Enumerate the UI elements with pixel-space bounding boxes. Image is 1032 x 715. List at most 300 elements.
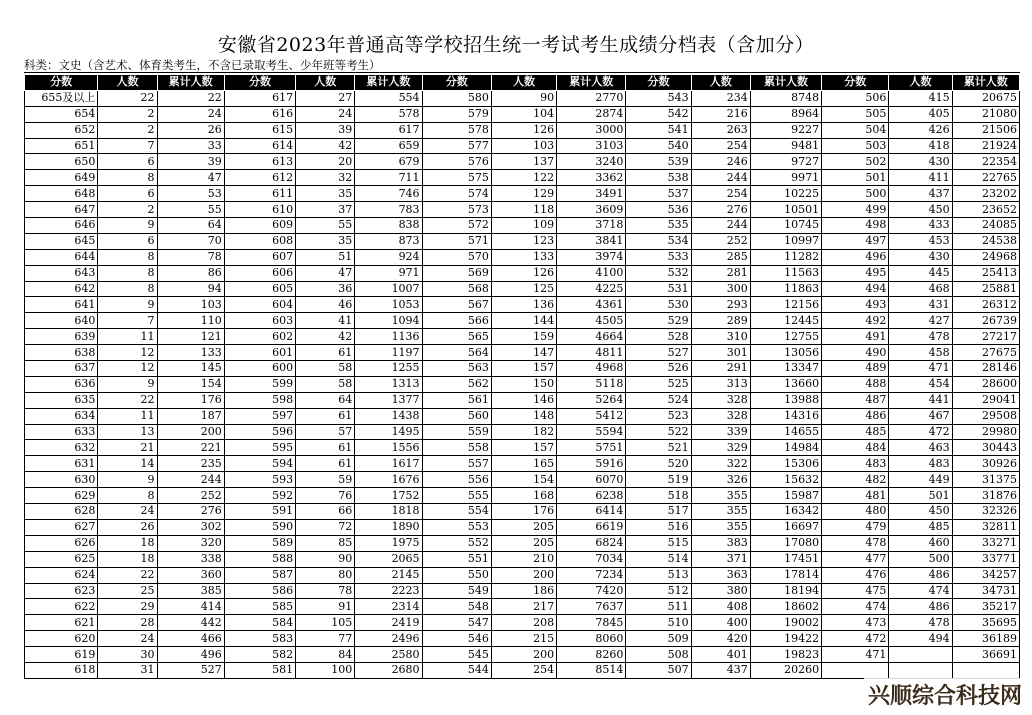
table-cell: 711 — [355, 170, 422, 186]
table-cell: 168 — [491, 488, 556, 504]
table-cell: 385 — [157, 583, 224, 599]
table-cell: 18 — [98, 535, 157, 551]
table-cell: 488 — [822, 376, 889, 392]
table-cell: 1556 — [355, 440, 422, 456]
table-cell: 1975 — [355, 535, 422, 551]
table-cell: 154 — [491, 472, 556, 488]
table-cell: 543 — [626, 90, 691, 106]
table-cell: 15632 — [750, 472, 821, 488]
table-cell: 647 — [25, 202, 98, 218]
table-cell: 23652 — [952, 202, 1019, 218]
table-cell: 21924 — [952, 138, 1019, 154]
table-cell: 157 — [491, 440, 556, 456]
table-cell: 26 — [157, 122, 224, 138]
table-cell: 291 — [691, 361, 750, 377]
table-cell: 100 — [296, 662, 355, 678]
table-cell: 527 — [626, 345, 691, 361]
table-cell: 414 — [157, 599, 224, 615]
table-cell: 474 — [822, 599, 889, 615]
table-row — [25, 329, 1020, 345]
table-cell: 517 — [626, 504, 691, 520]
table-cell: 15306 — [750, 456, 821, 472]
table-cell: 360 — [157, 567, 224, 583]
table-row — [25, 233, 1020, 249]
table-cell: 136 — [491, 297, 556, 313]
table-cell: 355 — [691, 504, 750, 520]
table-cell: 474 — [889, 583, 952, 599]
table-cell: 25 — [98, 583, 157, 599]
table-cell: 8514 — [557, 662, 626, 678]
table-cell — [822, 662, 889, 678]
table-cell: 200 — [157, 424, 224, 440]
table-cell: 64 — [296, 392, 355, 408]
table-cell: 494 — [889, 631, 952, 647]
table-cell: 58 — [296, 376, 355, 392]
table-cell: 580 — [422, 90, 491, 106]
table-cell: 547 — [422, 615, 491, 631]
table-cell: 430 — [889, 249, 952, 265]
table-cell: 5594 — [557, 424, 626, 440]
table-cell: 8964 — [750, 106, 821, 122]
table-cell: 521 — [626, 440, 691, 456]
table-cell: 235 — [157, 456, 224, 472]
table-cell: 1438 — [355, 408, 422, 424]
table-cell: 32811 — [952, 519, 1019, 535]
table-cell: 499 — [822, 202, 889, 218]
table-cell: 535 — [626, 218, 691, 234]
table-cell: 610 — [224, 202, 295, 218]
table-row — [25, 138, 1020, 154]
table-cell: 585 — [224, 599, 295, 615]
column-header: 人数 — [98, 75, 157, 91]
table-cell: 15987 — [750, 488, 821, 504]
table-cell: 150 — [491, 376, 556, 392]
table-row — [25, 202, 1020, 218]
table-cell: 559 — [422, 424, 491, 440]
table-cell: 61 — [296, 408, 355, 424]
table-cell: 13660 — [750, 376, 821, 392]
table-row — [25, 647, 1020, 663]
table-cell: 8260 — [557, 647, 626, 663]
table-cell: 1495 — [355, 424, 422, 440]
table-cell: 6 — [98, 233, 157, 249]
table-cell: 646 — [25, 218, 98, 234]
table-cell: 652 — [25, 122, 98, 138]
table-cell: 3718 — [557, 218, 626, 234]
table-cell: 9481 — [750, 138, 821, 154]
table-cell: 420 — [691, 631, 750, 647]
table-row — [25, 361, 1020, 377]
table-cell: 10745 — [750, 218, 821, 234]
table-cell: 21506 — [952, 122, 1019, 138]
table-cell: 497 — [822, 233, 889, 249]
table-cell: 584 — [224, 615, 295, 631]
table-cell: 123 — [491, 233, 556, 249]
table-cell: 293 — [691, 297, 750, 313]
table-cell: 25881 — [952, 281, 1019, 297]
table-cell: 479 — [822, 519, 889, 535]
table-cell: 8 — [98, 170, 157, 186]
table-cell: 19422 — [750, 631, 821, 647]
table-cell: 460 — [889, 535, 952, 551]
table-cell: 46 — [296, 297, 355, 313]
table-cell: 217 — [491, 599, 556, 615]
table-cell: 10501 — [750, 202, 821, 218]
table-cell: 7845 — [557, 615, 626, 631]
table-row — [25, 218, 1020, 234]
table-cell: 22 — [157, 90, 224, 106]
table-cell: 635 — [25, 392, 98, 408]
column-header: 分数 — [822, 75, 889, 91]
table-cell: 355 — [691, 488, 750, 504]
table-cell: 501 — [889, 488, 952, 504]
table-cell: 433 — [889, 218, 952, 234]
table-cell: 31 — [98, 662, 157, 678]
table-cell: 1818 — [355, 504, 422, 520]
table-cell: 575 — [422, 170, 491, 186]
table-cell: 594 — [224, 456, 295, 472]
table-cell: 2 — [98, 122, 157, 138]
table-cell: 3240 — [557, 154, 626, 170]
table-cell: 2 — [98, 202, 157, 218]
table-cell: 500 — [889, 551, 952, 567]
table-cell: 6414 — [557, 504, 626, 520]
table-cell: 84 — [296, 647, 355, 663]
table-cell: 411 — [889, 170, 952, 186]
table-header-row — [25, 75, 1020, 91]
table-cell: 476 — [822, 567, 889, 583]
table-cell: 338 — [157, 551, 224, 567]
table-cell: 554 — [355, 90, 422, 106]
column-header: 人数 — [691, 75, 750, 91]
table-cell: 215 — [491, 631, 556, 647]
table-cell: 514 — [626, 551, 691, 567]
table-cell — [952, 662, 1019, 678]
table-cell: 246 — [691, 154, 750, 170]
table-cell: 558 — [422, 440, 491, 456]
table-cell: 329 — [691, 440, 750, 456]
table-cell: 3609 — [557, 202, 626, 218]
table-cell: 427 — [889, 313, 952, 329]
table-cell: 32326 — [952, 504, 1019, 520]
table-cell: 4225 — [557, 281, 626, 297]
table-cell: 59 — [296, 472, 355, 488]
table-cell — [889, 647, 952, 663]
table-cell: 32 — [296, 170, 355, 186]
table-cell: 471 — [822, 647, 889, 663]
table-cell: 200 — [491, 647, 556, 663]
table-cell: 486 — [889, 567, 952, 583]
table-cell: 569 — [422, 265, 491, 281]
column-header: 累计人数 — [750, 75, 821, 91]
table-cell: 146 — [491, 392, 556, 408]
table-cell: 3974 — [557, 249, 626, 265]
table-cell: 7 — [98, 313, 157, 329]
table-cell: 31375 — [952, 472, 1019, 488]
table-cell: 651 — [25, 138, 98, 154]
table-cell: 14 — [98, 456, 157, 472]
table-cell: 463 — [889, 440, 952, 456]
table-cell: 144 — [491, 313, 556, 329]
table-cell: 2314 — [355, 599, 422, 615]
table-cell: 570 — [422, 249, 491, 265]
table-cell: 571 — [422, 233, 491, 249]
table-cell: 596 — [224, 424, 295, 440]
table-cell: 39 — [157, 154, 224, 170]
table-cell: 9 — [98, 472, 157, 488]
table-row — [25, 313, 1020, 329]
table-cell: 16342 — [750, 504, 821, 520]
table-cell: 644 — [25, 249, 98, 265]
table-cell: 1197 — [355, 345, 422, 361]
table-cell: 554 — [422, 504, 491, 520]
table-cell: 6070 — [557, 472, 626, 488]
table-cell: 1890 — [355, 519, 422, 535]
table-cell: 2770 — [557, 90, 626, 106]
table-cell: 19823 — [750, 647, 821, 663]
table-cell: 165 — [491, 456, 556, 472]
table-cell: 12 — [98, 345, 157, 361]
table-cell: 200 — [491, 567, 556, 583]
table-cell: 621 — [25, 615, 98, 631]
table-cell: 28 — [98, 615, 157, 631]
table-cell: 9 — [98, 218, 157, 234]
table-cell: 492 — [822, 313, 889, 329]
table-cell: 77 — [296, 631, 355, 647]
table-cell: 13988 — [750, 392, 821, 408]
table-cell: 628 — [25, 504, 98, 520]
table-cell: 301 — [691, 345, 750, 361]
table-cell: 532 — [626, 265, 691, 281]
table-cell: 528 — [626, 329, 691, 345]
table-cell: 924 — [355, 249, 422, 265]
table-cell: 642 — [25, 281, 98, 297]
table-cell: 91 — [296, 599, 355, 615]
table-cell: 103 — [157, 297, 224, 313]
table-cell: 148 — [491, 408, 556, 424]
table-cell: 55 — [157, 202, 224, 218]
table-cell: 18602 — [750, 599, 821, 615]
table-cell: 485 — [889, 519, 952, 535]
table-cell: 545 — [422, 647, 491, 663]
table-cell: 544 — [422, 662, 491, 678]
table-row — [25, 615, 1020, 631]
table-cell: 58 — [296, 361, 355, 377]
table-cell: 509 — [626, 631, 691, 647]
table-cell: 629 — [25, 488, 98, 504]
table-cell: 24 — [98, 631, 157, 647]
table-cell: 28600 — [952, 376, 1019, 392]
table-row — [25, 90, 1020, 106]
table-cell: 35695 — [952, 615, 1019, 631]
table-row — [25, 472, 1020, 488]
table-cell: 478 — [889, 615, 952, 631]
table-cell: 37 — [296, 202, 355, 218]
table-cell: 33271 — [952, 535, 1019, 551]
table-cell: 34731 — [952, 583, 1019, 599]
table-cell: 431 — [889, 297, 952, 313]
table-cell: 783 — [355, 202, 422, 218]
table-cell: 76 — [296, 488, 355, 504]
table-cell: 210 — [491, 551, 556, 567]
table-cell: 14984 — [750, 440, 821, 456]
table-cell: 510 — [626, 615, 691, 631]
table-row — [25, 106, 1020, 122]
table-row — [25, 281, 1020, 297]
table-cell: 126 — [491, 122, 556, 138]
table-cell: 599 — [224, 376, 295, 392]
table-cell: 11 — [98, 408, 157, 424]
table-cell: 109 — [491, 218, 556, 234]
table-row — [25, 567, 1020, 583]
table-cell: 380 — [691, 583, 750, 599]
table-cell: 530 — [626, 297, 691, 313]
table-cell: 13 — [98, 424, 157, 440]
table-cell: 655及以上 — [25, 90, 98, 106]
table-cell: 483 — [822, 456, 889, 472]
table-cell: 582 — [224, 647, 295, 663]
column-header: 分数 — [25, 75, 98, 91]
table-cell: 1094 — [355, 313, 422, 329]
table-cell: 1255 — [355, 361, 422, 377]
table-cell: 617 — [224, 90, 295, 106]
table-cell: 551 — [422, 551, 491, 567]
table-cell: 478 — [822, 535, 889, 551]
table-cell: 8 — [98, 281, 157, 297]
table-row — [25, 662, 1020, 678]
table-cell: 118 — [491, 202, 556, 218]
table-cell: 313 — [691, 376, 750, 392]
table-cell: 637 — [25, 361, 98, 377]
table-cell: 47 — [157, 170, 224, 186]
column-header: 累计人数 — [557, 75, 626, 91]
table-cell: 536 — [626, 202, 691, 218]
table-cell: 13056 — [750, 345, 821, 361]
table-cell: 5118 — [557, 376, 626, 392]
table-cell: 23202 — [952, 186, 1019, 202]
table-cell: 636 — [25, 376, 98, 392]
table-cell: 24085 — [952, 218, 1019, 234]
table-row — [25, 424, 1020, 440]
table-cell: 598 — [224, 392, 295, 408]
table-cell: 8060 — [557, 631, 626, 647]
table-cell: 3841 — [557, 233, 626, 249]
table-cell — [889, 662, 952, 678]
table-cell: 3103 — [557, 138, 626, 154]
table-cell: 302 — [157, 519, 224, 535]
table-cell: 550 — [422, 567, 491, 583]
table-cell: 645 — [25, 233, 98, 249]
table-cell: 14655 — [750, 424, 821, 440]
table-cell: 578 — [355, 106, 422, 122]
table-cell: 2 — [98, 106, 157, 122]
table-cell: 182 — [491, 424, 556, 440]
table-cell: 602 — [224, 329, 295, 345]
table-cell: 122 — [491, 170, 556, 186]
table-cell: 7420 — [557, 583, 626, 599]
table-cell: 604 — [224, 297, 295, 313]
table-cell: 6238 — [557, 488, 626, 504]
table-cell: 22 — [98, 392, 157, 408]
table-cell: 9971 — [750, 170, 821, 186]
table-cell: 577 — [422, 138, 491, 154]
table-cell: 16697 — [750, 519, 821, 535]
table-cell: 17080 — [750, 535, 821, 551]
table-cell: 1313 — [355, 376, 422, 392]
column-header: 累计人数 — [157, 75, 224, 91]
column-header: 人数 — [296, 75, 355, 91]
table-cell: 450 — [889, 202, 952, 218]
table-cell: 541 — [626, 122, 691, 138]
table-cell: 21080 — [952, 106, 1019, 122]
table-cell: 631 — [25, 456, 98, 472]
table-cell: 2580 — [355, 647, 422, 663]
table-cell: 487 — [822, 392, 889, 408]
table-cell: 90 — [296, 551, 355, 567]
table-cell: 679 — [355, 154, 422, 170]
table-cell: 591 — [224, 504, 295, 520]
site-watermark: 兴顺综合科技网 — [864, 678, 1026, 711]
table-cell: 363 — [691, 567, 750, 583]
table-cell: 654 — [25, 106, 98, 122]
table-cell: 24968 — [952, 249, 1019, 265]
table-cell: 1676 — [355, 472, 422, 488]
table-cell: 27 — [296, 90, 355, 106]
table-cell: 8748 — [750, 90, 821, 106]
table-cell: 1007 — [355, 281, 422, 297]
table-cell: 496 — [822, 249, 889, 265]
table-cell: 11 — [98, 329, 157, 345]
table-cell: 506 — [822, 90, 889, 106]
table-cell: 627 — [25, 519, 98, 535]
table-cell: 10997 — [750, 233, 821, 249]
table-cell: 515 — [626, 535, 691, 551]
table-cell: 70 — [157, 233, 224, 249]
table-cell: 490 — [822, 345, 889, 361]
page-title: 安徽省2023年普通高等学校招生统一考试考生成绩分档表（含加分） — [217, 34, 815, 56]
table-cell: 475 — [822, 583, 889, 599]
table-cell: 133 — [157, 345, 224, 361]
table-cell: 581 — [224, 662, 295, 678]
table-cell: 561 — [422, 392, 491, 408]
table-cell: 26 — [98, 519, 157, 535]
table-cell: 634 — [25, 408, 98, 424]
table-row — [25, 122, 1020, 138]
table-row — [25, 408, 1020, 424]
table-cell: 26739 — [952, 313, 1019, 329]
table-cell: 567 — [422, 297, 491, 313]
table-cell: 9 — [98, 297, 157, 313]
table-cell: 3000 — [557, 122, 626, 138]
table-cell: 586 — [224, 583, 295, 599]
table-cell: 526 — [626, 361, 691, 377]
table-cell: 480 — [822, 504, 889, 520]
table-cell: 2223 — [355, 583, 422, 599]
table-cell: 276 — [691, 202, 750, 218]
table-cell: 607 — [224, 249, 295, 265]
table-cell: 12755 — [750, 329, 821, 345]
table-cell: 51 — [296, 249, 355, 265]
table-cell: 110 — [157, 313, 224, 329]
table-cell: 24 — [157, 106, 224, 122]
score-table — [24, 74, 1020, 679]
table-cell: 473 — [822, 615, 889, 631]
table-cell: 405 — [889, 106, 952, 122]
table-cell: 482 — [822, 472, 889, 488]
table-cell: 437 — [889, 186, 952, 202]
table-row — [25, 583, 1020, 599]
table-cell: 615 — [224, 122, 295, 138]
